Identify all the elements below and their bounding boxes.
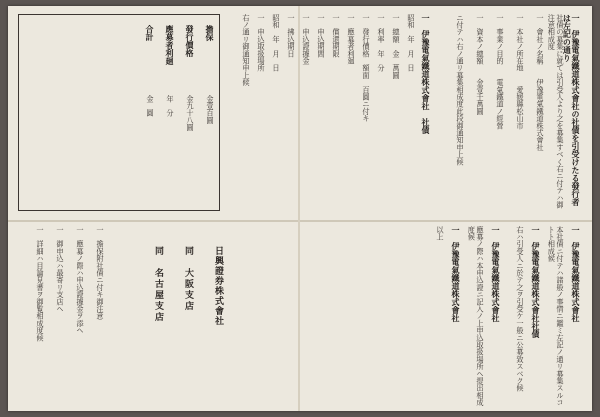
company-name: 日興證券株式會社 — [213, 246, 223, 326]
document-sheet — [8, 6, 592, 411]
upper-left-item-9: 昭和 年 月 日 — [272, 14, 281, 72]
upper-right-heading: 一 伊豫電氣鐵道株式會社の社債を引受けたる發行者は左記の通り — [562, 14, 581, 206]
upper-left-item-8: 一 拂込期日 — [287, 14, 296, 58]
lower-right-heading-3: 一 伊豫電氣鐵道株式會社 — [491, 226, 501, 322]
lower-right-text-2: 右ハ引受人ニ於テ之ヲ引受ケ一般ニ公募致スベク候 — [516, 226, 525, 392]
upper-left-item-5: 一 償還期限 — [332, 14, 341, 58]
upper-right-text-6: ニ付テハ右ノ通リ募集相成度此段御通知申上候 — [456, 14, 465, 166]
lower-left-note-3: 一 御申込ハ最寄リ支店ヘ — [56, 226, 65, 313]
upper-left-item-10: 一 申込取扱場所 — [257, 14, 266, 72]
upper-right-text-5: 一 資本ノ總額 金壹千萬圓 — [476, 14, 485, 115]
upper-left-item-7: 一 申込證據金 — [302, 14, 311, 65]
table-header-4: 合計 — [145, 25, 155, 41]
upper-right-text-3: 一 本社ノ所在地 愛媛縣松山市 — [516, 14, 525, 130]
lower-right-text-3: 應募ノ際ハ本申込證ニ記入ノ上申込取扱場所ヘ提出相成度候 — [467, 226, 485, 406]
lower-right-heading-2: 一 伊豫電氣鐵道株式會社社債 — [531, 226, 541, 338]
lower-right-text-1: 本社債ニ付テハ諸般ノ事情ニ鑑ミ左記ノ通リ募集スルコトト相成候 — [547, 226, 565, 406]
table-header-1: 擔保 — [205, 25, 215, 41]
data-table — [18, 14, 220, 211]
upper-left-item-11: 右ノ通リ御通知申上候 — [242, 14, 251, 86]
lower-right-heading-4: 一 伊豫電氣鐵道株式會社 — [451, 226, 461, 322]
upper-right-text-1: 社債の募集に就ては引受人より之を募集すべく右ニ付テハ御注意相成度 — [547, 14, 565, 209]
fold-line-horizontal — [8, 220, 592, 222]
lower-right-heading-1: 一 伊豫電氣鐵道株式會社 — [571, 226, 581, 322]
upper-left-item-3: 一 發行價格 額面 百圓ニ付キ — [362, 14, 371, 122]
upper-left-date: 昭和 年 月 日 — [407, 14, 416, 72]
branch-osaka: 同 大阪支店 — [183, 246, 193, 312]
upper-right-text-4: 一 事業ノ目的 電氣鐵道ノ經營 — [496, 14, 505, 130]
upper-left-heading: 一 伊豫電氣鐵道株式會社 社債 — [421, 14, 431, 134]
lower-left-note-4: 一 詳細ハ目論見書ヲ御覧相成度候 — [36, 226, 45, 342]
table-value-2: 金九十八圓 — [186, 95, 195, 131]
lower-left-note-2: 一 應募ノ際ハ申込證據金ヲ添ヘ — [76, 226, 85, 334]
branch-nagoya: 同 名古屋支店 — [153, 246, 163, 323]
upper-left-item-6: 一 申込期間 — [317, 14, 326, 58]
table-value-4: 金 圓 — [146, 95, 155, 117]
table-value-3: 年 分 — [166, 95, 175, 117]
table-header-2: 發行價格 — [185, 25, 195, 57]
table-header-3: 應募者利廻 — [165, 25, 175, 65]
upper-left-item-2: 一 利率 年 分 — [377, 14, 386, 72]
table-value-1: 金壹百圓 — [206, 95, 215, 124]
upper-right-text-2: 一 會社ノ名稱 伊豫電氣鐵道株式會社 — [536, 14, 545, 151]
lower-left-note-1: 一 擔保附社債ニ付キ御注意 — [96, 226, 105, 320]
upper-left-item-4: 一 應募者利廻 — [347, 14, 356, 65]
upper-left-item-1: 一 總額 金 萬圓 — [392, 14, 401, 79]
lower-right-text-4: 以上 — [436, 226, 445, 241]
